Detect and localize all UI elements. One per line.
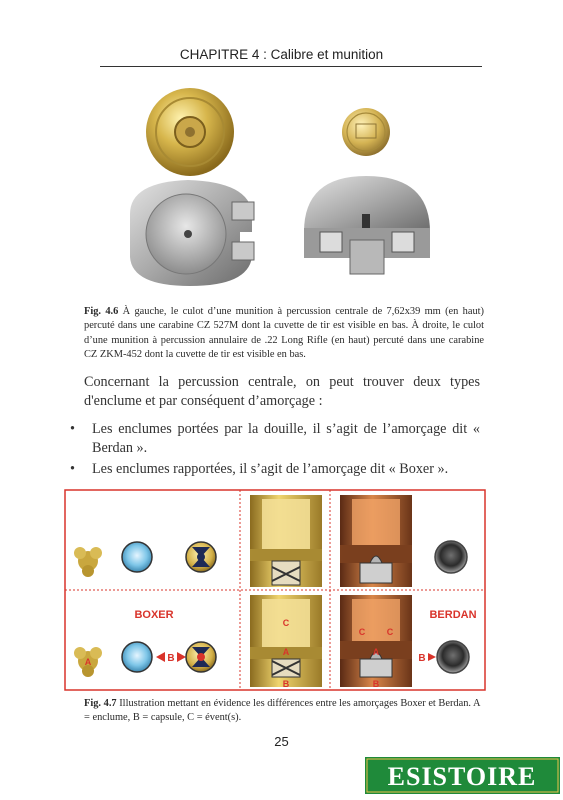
- marker-a: A: [84, 657, 92, 667]
- figure-label-2: Fig. 4.7: [84, 698, 117, 709]
- chapter-title: CHAPITRE 4 : Calibre et munition: [179, 47, 384, 62]
- list-item-text: Les enclumes rapportées, il s’agit de l’amorçage dit « Boxer ».: [92, 461, 449, 477]
- page-number: 25: [274, 734, 289, 749]
- primer-with-anvil-labeled: [186, 642, 216, 672]
- berdan-primer-dark-labeled: [437, 641, 469, 673]
- marker-b: B: [372, 679, 380, 689]
- cartridge-photo: [108, 82, 468, 292]
- body-paragraph: Concernant la percussion centrale, on peut trouver deux types d'enclume et par conséquent d’amorçage :: [84, 374, 480, 409]
- marker-b: B: [167, 653, 175, 664]
- list-item-text: Les enclumes portées par la douille, il s’agit de l’amorçage dit « Berdan ».: [92, 421, 480, 456]
- label-boxer: BOXER: [134, 609, 174, 621]
- boxer-case-section: [250, 495, 322, 587]
- berdan-case-section: [340, 495, 412, 587]
- primer-comparison-figure: [64, 489, 486, 691]
- berdan-primer-dark: [435, 541, 467, 573]
- bullet-symbol: •: [70, 421, 75, 437]
- list-item: [70, 460, 480, 480]
- centerfire-cartridge-head: [146, 88, 234, 176]
- berdan-case-section-labeled: [340, 595, 412, 689]
- logo-text: ESISTOIRE: [387, 762, 537, 791]
- figure-caption-1: [84, 305, 484, 363]
- marker-b: B: [282, 679, 290, 689]
- marker-a: A: [372, 647, 380, 657]
- bullet-symbol: •: [70, 461, 75, 477]
- label-berdan: BERDAN: [429, 609, 477, 621]
- rimfire-cartridge-head: [342, 108, 390, 156]
- figure-caption-2: [84, 697, 484, 725]
- marker-b: B: [418, 653, 426, 664]
- marker-c: C: [358, 627, 366, 637]
- marker-c: C: [386, 627, 394, 637]
- rimfire-breech-face: [304, 176, 430, 274]
- marker-a: A: [282, 647, 290, 657]
- marker-c: C: [282, 618, 290, 628]
- boxer-case-section-labeled: [250, 595, 322, 689]
- centerfire-breech-face: [130, 180, 254, 286]
- figure-label-1: Fig. 4.6: [84, 306, 119, 317]
- figure-caption-1-text: À gauche, le culot d’une munition à percussion centrale de 7,62x39 mm (en haut) percuté dans une carabine CZ 527M dont la cuvette de tir est visible en bas. À droite, le culot d’une munition à percussion annulaire de .22 Long Rifle (en haut) percuté dans une carabine CZ ZKM-452 dont la cuvette de tir est visible en bas.: [84, 306, 484, 361]
- header-rule: [100, 66, 482, 67]
- primer-with-anvil: [186, 542, 216, 572]
- boxer-primer-blue: [122, 542, 152, 572]
- boxer-primer-blue-labeled: [122, 642, 152, 672]
- figure-caption-2-text: Illustration mettant en évidence les différences entre les amorçages Boxer et Berdan. A = enclume, B = capsule, C = évent(s).: [84, 698, 480, 723]
- list-item: [70, 420, 480, 460]
- esistoire-logo: [365, 757, 560, 794]
